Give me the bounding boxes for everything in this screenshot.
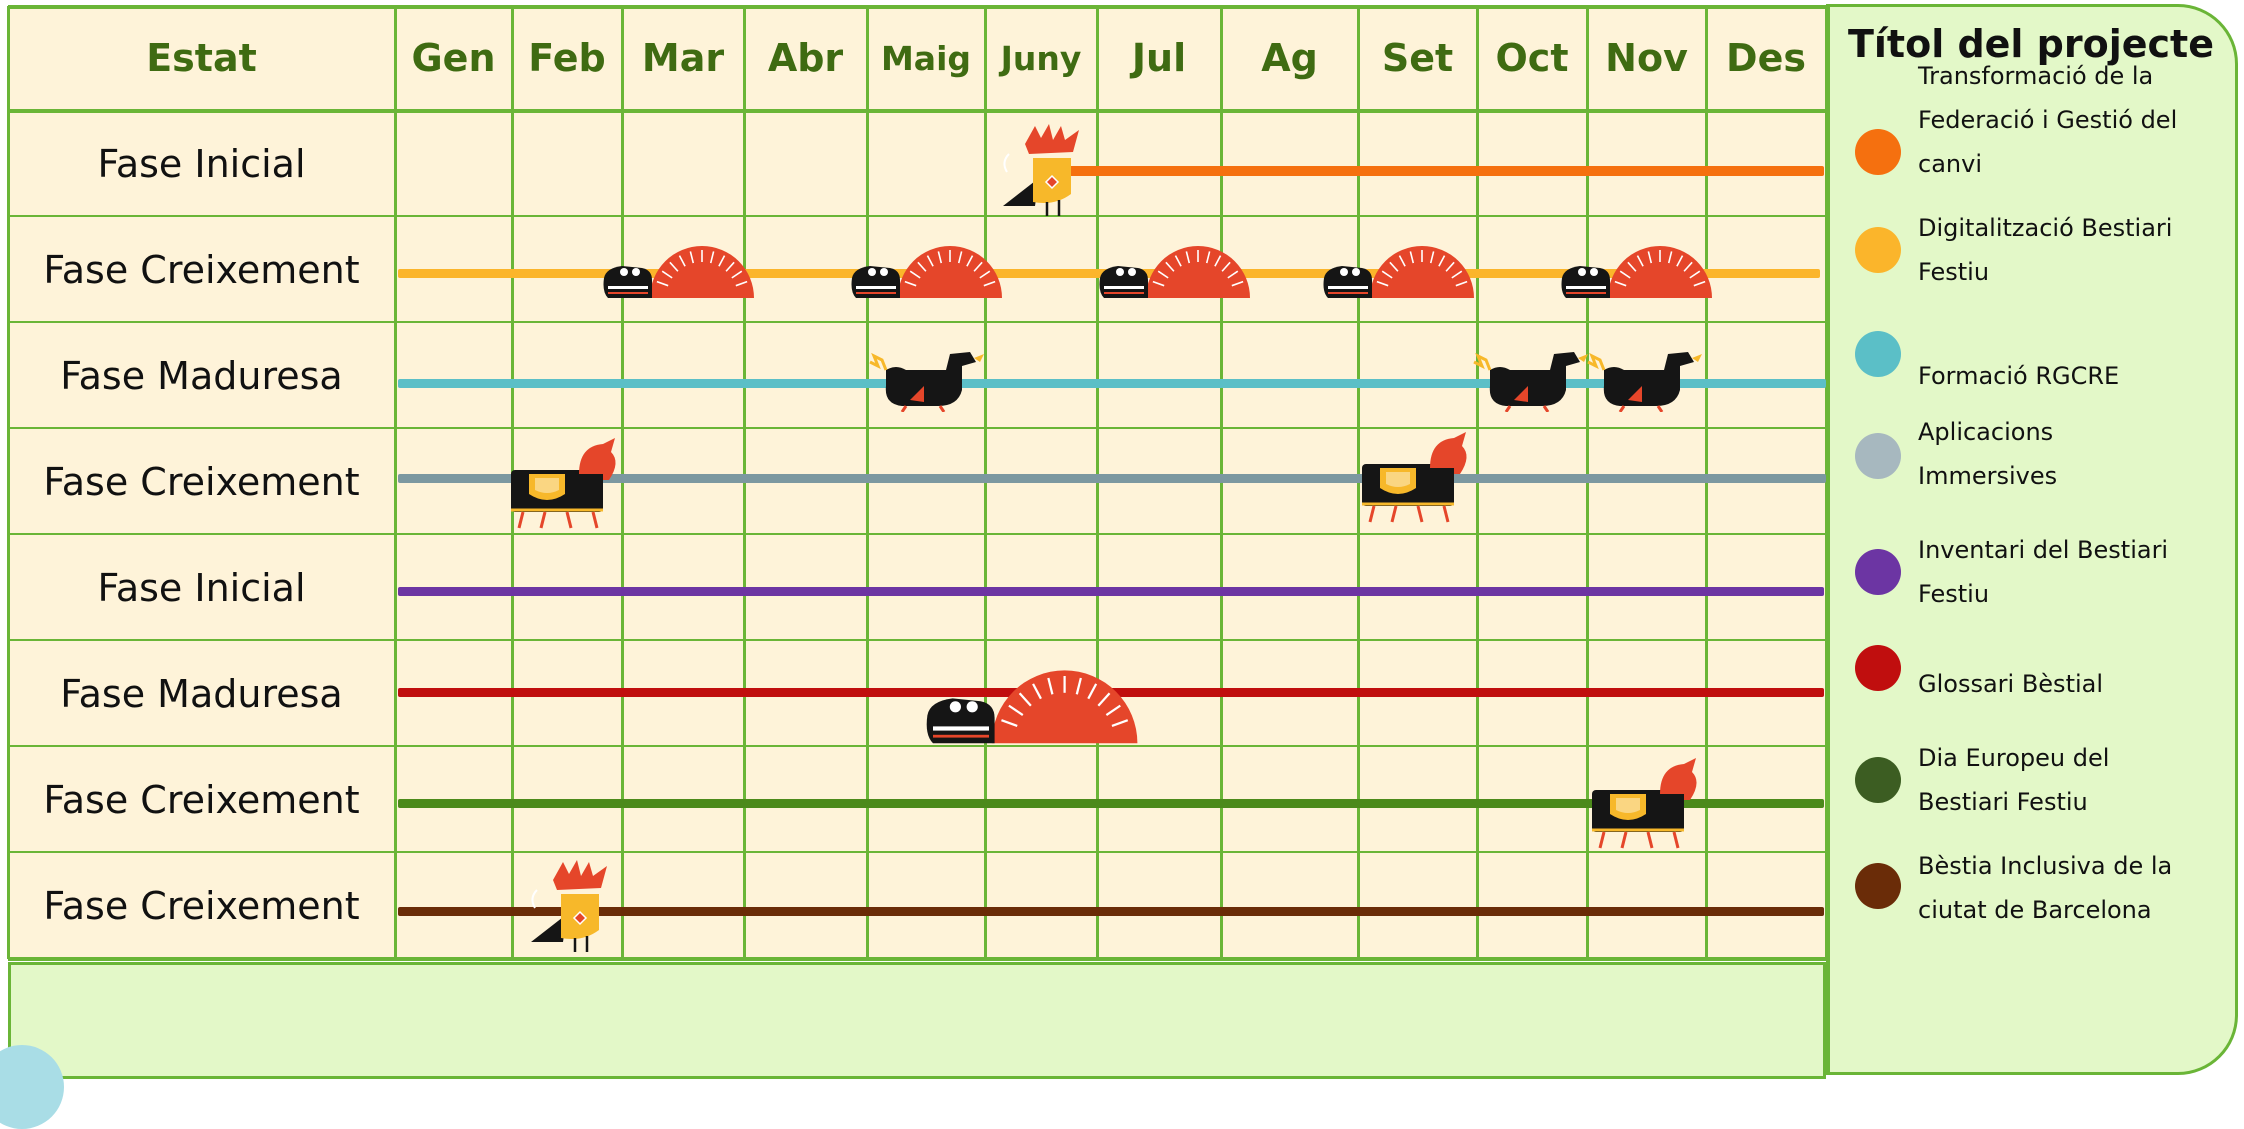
dragon-icon bbox=[1584, 340, 1704, 412]
legend-label: Bèstia Inclusiva de la ciutat de Barcelona bbox=[1918, 852, 2173, 924]
row-label: Fase Creixement bbox=[43, 248, 360, 292]
turtle-icon bbox=[850, 230, 1002, 300]
legend-title: Títol del projecte bbox=[1847, 22, 2214, 66]
month-header: Gen bbox=[411, 36, 496, 80]
grid-column-line bbox=[1220, 6, 1223, 959]
month-header: Nov bbox=[1605, 36, 1688, 80]
legend-color-dot bbox=[1855, 549, 1901, 595]
turtle-icon bbox=[1098, 230, 1250, 300]
grid-column-line bbox=[1096, 6, 1099, 959]
month-header: Oct bbox=[1495, 36, 1569, 80]
legend-color-dot bbox=[1855, 757, 1901, 803]
month-header: Mar bbox=[641, 36, 725, 80]
legend-label: Formació RGCRE bbox=[1918, 362, 2120, 390]
legend-label: Digitalització Bestiari Festiu bbox=[1918, 214, 2173, 286]
horse-icon bbox=[1586, 754, 1706, 850]
month-header: Ag bbox=[1261, 36, 1318, 80]
empty-footer-row bbox=[8, 962, 1826, 1079]
turtle-icon bbox=[1322, 230, 1474, 300]
dragon-icon bbox=[1470, 340, 1590, 412]
month-header: Abr bbox=[767, 36, 844, 80]
legend-label: Glossari Bèstial bbox=[1918, 670, 2104, 698]
month-header: Feb bbox=[528, 36, 606, 80]
grid-column-line bbox=[743, 6, 746, 959]
bird-icon bbox=[995, 122, 1089, 218]
legend-color-dot bbox=[1855, 433, 1901, 479]
grid-column-line bbox=[984, 6, 987, 959]
month-header: Juny bbox=[1000, 38, 1082, 78]
month-header: Set bbox=[1381, 36, 1454, 80]
row-label: Fase Creixement bbox=[43, 460, 360, 504]
month-header: Maig bbox=[880, 38, 972, 78]
row-label: Fase Creixement bbox=[43, 884, 360, 928]
legend-label: Dia Europeu del Bestiari Festiu bbox=[1918, 744, 2110, 816]
row-label: Fase Inicial bbox=[97, 142, 306, 186]
status-column-header: Estat bbox=[146, 36, 257, 80]
legend-color-dot bbox=[1855, 863, 1901, 909]
row-label: Fase Inicial bbox=[97, 566, 306, 610]
legend-color-dot bbox=[1855, 331, 1901, 377]
horse-icon bbox=[1356, 428, 1476, 524]
horse-icon bbox=[505, 434, 625, 530]
row-label: Fase Maduresa bbox=[60, 354, 343, 398]
timeline-bar bbox=[1060, 166, 1824, 176]
legend-color-dot bbox=[1855, 645, 1901, 691]
month-header: Des bbox=[1726, 36, 1806, 80]
timeline-bar bbox=[398, 587, 1824, 596]
grid-column-line bbox=[1476, 6, 1479, 959]
turtle-icon bbox=[920, 648, 1142, 746]
grid-column-line bbox=[866, 6, 869, 959]
bird-icon bbox=[520, 858, 620, 954]
legend-label: Inventari del Bestiari Festiu bbox=[1918, 536, 2169, 608]
legend-color-dot bbox=[1855, 129, 1901, 175]
row-label: Fase Maduresa bbox=[60, 672, 343, 716]
turtle-icon bbox=[602, 230, 754, 300]
month-header: Jul bbox=[1131, 36, 1187, 80]
dragon-icon bbox=[866, 340, 986, 412]
legend-label: Aplicacions Immersives bbox=[1918, 418, 2058, 490]
legend-label: Transformació de la Federació i Gestió del canvi bbox=[1918, 62, 2178, 178]
row-label: Fase Creixement bbox=[43, 778, 360, 822]
legend-color-dot bbox=[1855, 227, 1901, 273]
turtle-icon bbox=[1560, 230, 1712, 300]
